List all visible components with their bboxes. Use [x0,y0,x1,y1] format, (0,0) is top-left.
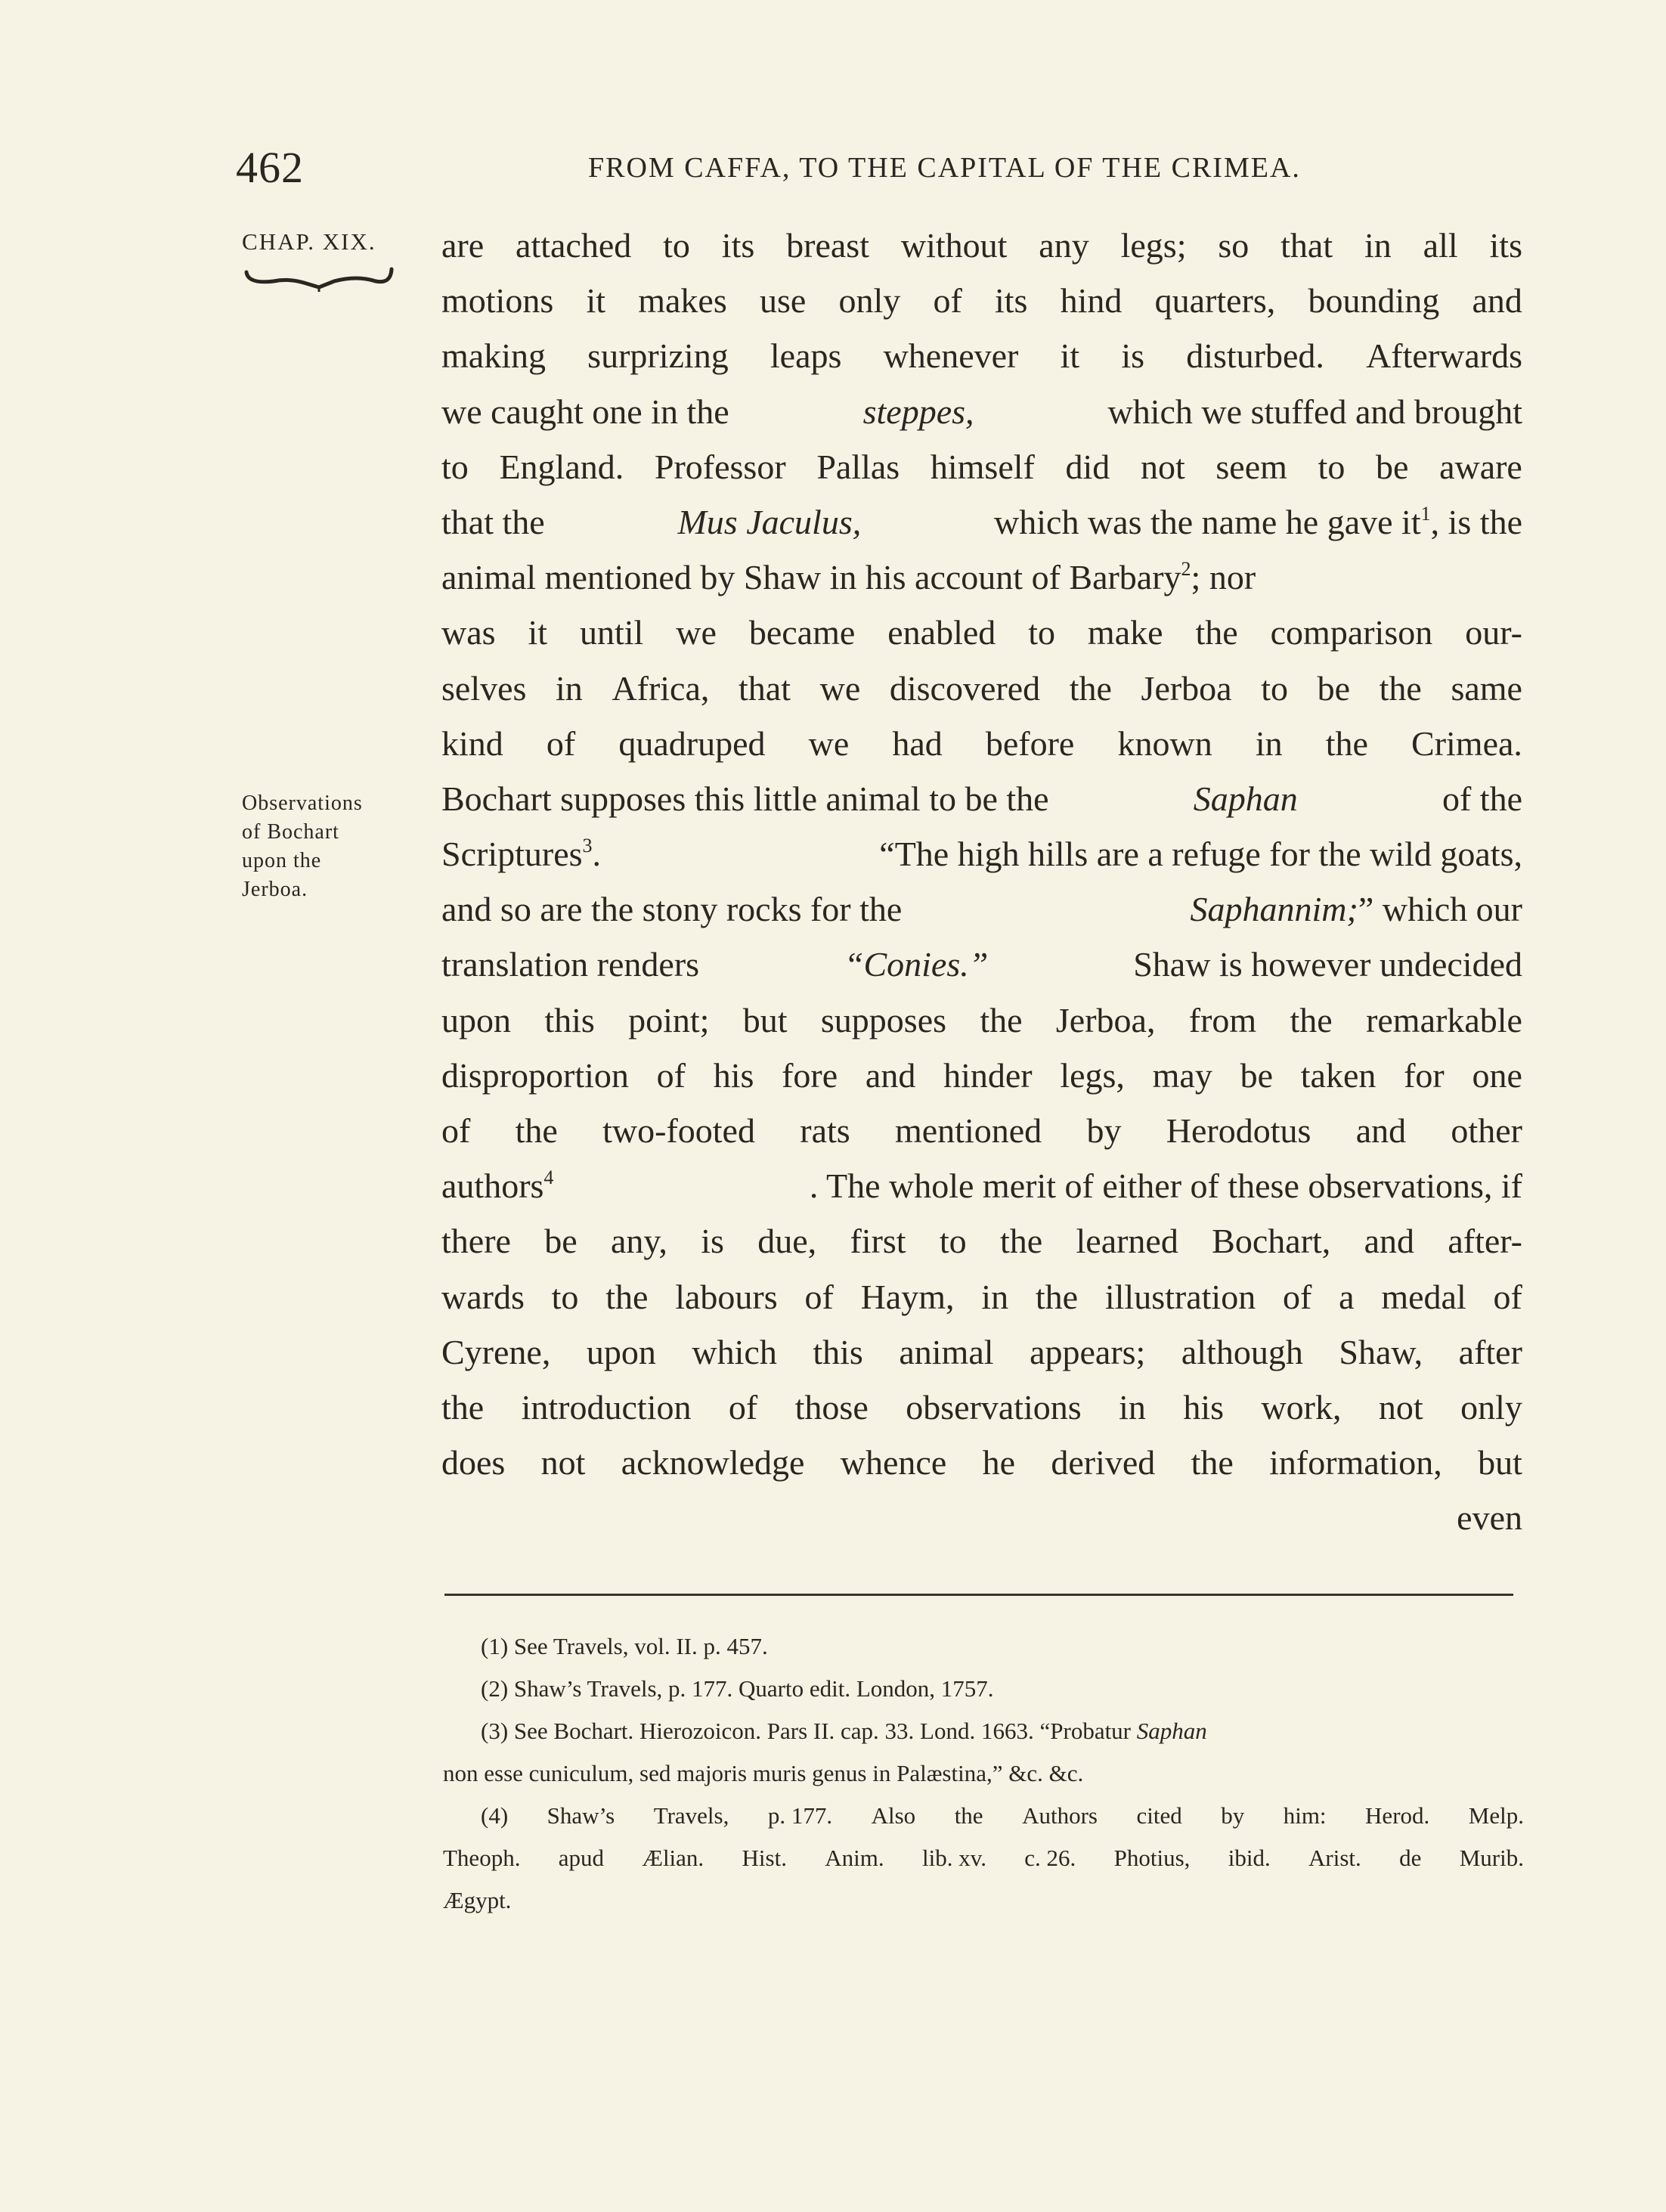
word: remarkable [1366,1000,1522,1039]
word: be [1375,447,1409,486]
text-segment: animal mentioned by Shaw in his account of Barbary$^2$; nor [441,558,1256,597]
word: for [1404,1055,1445,1095]
catchword: even [1457,1498,1522,1538]
footnote-4-end: Ægypt. [443,1887,512,1913]
word: Photius, [1113,1845,1191,1871]
word: supposes [820,1000,947,1039]
word: the [1195,613,1238,652]
word: is [701,1222,724,1261]
word: appears; [1030,1332,1146,1371]
word: in [981,1277,1009,1316]
flourish-ornament [243,265,395,295]
footnote-ref: 4 [543,1166,554,1189]
word: our- [1465,613,1522,652]
footnote-rule [444,1594,1513,1596]
word: Also [871,1802,916,1829]
word: the [980,1000,1023,1039]
word: it [586,281,606,321]
word: Murib. [1459,1845,1524,1871]
word: was [441,613,496,652]
word: known [1117,723,1212,763]
word: enabled [887,613,996,652]
word: medal [1381,1277,1466,1316]
word: quarters, [1154,281,1276,321]
text-line [441,494,1522,550]
word: before [985,723,1075,763]
word: to [1028,613,1055,652]
word: same [1451,668,1522,708]
word: his [713,1055,754,1095]
word: seem [1215,447,1287,486]
word: after [1458,1332,1522,1371]
word: Anim. [825,1845,884,1871]
italic-term: steppes, [862,392,974,431]
body-text [441,218,1522,1546]
word: attached [516,226,632,265]
footnote-3: (3) See Bochart. Hierozoicon. Pars II. cap. 33. Lond. 1663. “Probatur Saphan [443,1710,1524,1752]
word: Authors [1022,1802,1098,1829]
word: information, [1269,1443,1442,1482]
text-line [441,937,1522,992]
word: one [1472,1055,1522,1095]
word: this [813,1332,863,1371]
word: legs, [1060,1055,1125,1095]
word: to [1261,668,1288,708]
word: any [1039,226,1089,265]
word: Arist. [1308,1845,1361,1871]
word: comparison [1270,613,1433,652]
text-line [441,1435,1522,1490]
text-line [441,826,1522,881]
word: and [1355,1111,1407,1150]
margin-note-line: Observations [242,792,363,815]
word: ibid. [1228,1845,1271,1871]
word: himself [930,447,1035,486]
word: we [819,668,861,708]
word: of [728,1387,758,1427]
word: fore [782,1055,838,1095]
word: by [1086,1111,1122,1150]
word: the [999,1222,1043,1261]
text-line [441,273,1522,328]
word: first [850,1222,906,1261]
margin-note-line: upon the [242,849,322,872]
word: him: [1283,1802,1327,1829]
text-segment: and so are the stony rocks for the [441,890,903,929]
word: it [1060,336,1080,376]
word: discovered [889,668,1041,708]
word: his [1183,1387,1225,1427]
word: of [441,1111,471,1150]
word: Travels, [653,1802,729,1829]
word: this [544,1000,595,1039]
word: upon [586,1332,656,1371]
word: became [748,613,856,652]
text-segment: authors$^4$ [441,1166,554,1206]
margin-note-line: Jerboa. [242,878,308,901]
word: the [1191,1443,1234,1482]
text-line [441,1158,1522,1213]
word: it [528,613,548,652]
italic-term: Saphannim; [1190,890,1358,929]
word: surprizing [587,336,729,376]
footnote-ref: 1 [1420,502,1431,525]
text-segment: translation renders [441,945,700,984]
word: its [1489,226,1522,265]
text-segment: which was the name he gave $it^1$, is the [994,502,1522,541]
word: in [1364,226,1392,265]
word: to [551,1277,579,1316]
footnotes [443,1625,1524,1922]
word: although [1181,1332,1303,1371]
word: Jerboa, [1055,1000,1156,1039]
word: Pallas [816,447,900,486]
word: all [1423,226,1458,265]
word: the [515,1111,558,1150]
word: be [1317,668,1351,708]
page-number: 462 [236,143,304,192]
text-line [441,218,1522,273]
word: selves [441,668,527,708]
word: c. 26. [1024,1845,1076,1871]
word: the [1069,668,1112,708]
word: to [663,226,690,265]
word: of [656,1055,686,1095]
word: Haym, [860,1277,955,1316]
word: but [742,1000,788,1039]
word: did [1065,447,1110,486]
footnote-4-continued [443,1837,1524,1879]
word: apud [558,1845,605,1871]
word: be [544,1222,578,1261]
word: aware [1439,447,1522,486]
text-line [441,605,1522,660]
word: from [1188,1000,1257,1039]
word: he [982,1443,1015,1482]
footnote-4 [443,1795,1524,1837]
word: hinder [943,1055,1033,1095]
text-line [441,439,1522,494]
word: until [579,613,644,652]
word: upon [441,1000,511,1039]
word: bounding [1308,281,1440,321]
word: makes [638,281,727,321]
word: make [1087,613,1163,652]
text-line [441,1324,1522,1380]
word: Herodotus [1166,1111,1311,1150]
footnote-ref: 3 [582,835,593,857]
text-segment: we caught one in the [441,392,729,431]
word: and [1472,281,1522,321]
word: whence [840,1443,947,1482]
word: Ælian. [642,1845,704,1871]
text-line [441,328,1522,383]
word: in [556,668,583,708]
word: derived [1051,1443,1156,1482]
word: of [804,1277,834,1316]
word: labours [675,1277,778,1316]
word: Professor [654,447,786,486]
text-line [441,1380,1522,1435]
word: those [794,1387,869,1427]
word: observations [906,1387,1082,1427]
text-segment: which we stuffed and brought [1107,392,1522,431]
word: only [1460,1387,1522,1427]
word: there [441,1222,511,1261]
word: are [441,226,485,265]
word: which [692,1332,777,1371]
word: and [865,1055,916,1095]
italic-term: Saphan [1193,779,1298,818]
word: kind [441,723,503,763]
word: animal [899,1332,994,1371]
word: to [441,447,469,486]
word: Cyrene, [441,1332,551,1371]
word: two-footed [602,1111,755,1150]
word: making [441,336,546,376]
word: hind [1060,281,1123,321]
text-line [441,771,1522,826]
word: after- [1448,1222,1522,1261]
word: Crimea. [1411,723,1522,763]
word: the [954,1802,983,1829]
word: its [994,281,1028,321]
text-line [441,993,1522,1048]
word: Theoph. [443,1845,521,1871]
word: breast [786,226,869,265]
word: the [441,1387,485,1427]
word: not [1378,1387,1423,1427]
text-line [441,1048,1522,1103]
word: Bochart, [1212,1222,1331,1261]
word: acknowledge [621,1443,805,1482]
word: its [721,226,755,265]
word: quadruped [618,723,766,763]
word: of [1493,1277,1522,1316]
word: motions [441,281,554,321]
word: in [1119,1387,1146,1427]
word: without [900,226,1008,265]
word: point; [628,1000,710,1039]
text-segment: Bochart supposes this little animal to be the [441,779,1049,818]
chapter-label: CHAP. XIX. [242,228,376,255]
word: introduction [521,1387,692,1427]
margin-note [242,789,363,904]
word: rats [800,1111,850,1150]
word: de [1399,1845,1422,1871]
text-line [441,661,1522,716]
word: to [939,1222,967,1261]
word: wards [441,1277,525,1316]
word: had [892,723,943,763]
word: any, [610,1222,667,1261]
text-line [441,1213,1522,1269]
word: taken [1300,1055,1376,1095]
word: Shaw’s [547,1802,615,1829]
text-line [441,384,1522,439]
word: of [933,281,962,321]
word: but [1478,1443,1522,1482]
word: by [1221,1802,1245,1829]
italic-term: “Conies.” [844,945,989,984]
italic-term: Mus Jaculus, [677,502,862,541]
footnote-1: (1) See Travels, vol. II. p. 457. [481,1633,768,1659]
word: (4) [481,1802,509,1829]
word: and [1364,1222,1415,1261]
text-line [441,1103,1522,1158]
word: a [1339,1277,1355,1316]
text-segment: Scriptures$^3$. [441,835,602,874]
word: Hist. [742,1845,787,1871]
word: to [1318,447,1345,486]
word: not [540,1443,586,1482]
running-title: FROM CAFFA, TO THE CAPITAL OF THE CRIMEA. [588,152,1301,184]
word: of [1283,1277,1312,1316]
word: p. 177. [767,1802,833,1829]
text-segment: “The high hills are a refuge for the wild goats, [879,835,1522,874]
word: cited [1136,1802,1182,1829]
word: whenever [883,336,1019,376]
word: the [1035,1277,1079,1316]
word: may [1152,1055,1212,1095]
word: we [676,613,717,652]
word: the [1325,723,1368,763]
word: the [605,1277,649,1316]
text-segment: that the [441,502,545,541]
footnote-3-continued: non esse cuniculum, sed majoris muris genus in Palæstina,” &c. &c. [443,1760,1084,1786]
word: Jerboa [1141,668,1232,708]
word: of [546,723,576,763]
word: so [1218,226,1250,265]
word: that [1280,226,1333,265]
word: disproportion [441,1055,629,1095]
text-segment: Shaw is however undecided [1133,945,1522,984]
text-segment: . The whole merit of either of these observations, if [809,1166,1522,1206]
catchword-line [441,1490,1522,1545]
word: work, [1261,1387,1342,1427]
word: that [739,668,791,708]
text-segment: Saphannim;” which our [1190,890,1522,929]
word: the [1379,668,1422,708]
word: England. [499,447,624,486]
word: lib. xv. [921,1845,986,1871]
word: legs; [1120,226,1187,265]
word: leaps [770,336,842,376]
word: we [808,723,850,763]
footnote-ref: 2 [1181,558,1191,581]
word: in [1255,723,1283,763]
footnote-2: (2) Shaw’s Travels, p. 177. Quarto edit. London, 1757. [481,1675,994,1702]
word: disturbed. [1186,336,1324,376]
word: use [759,281,807,321]
word: Africa, [612,668,710,708]
word: be [1240,1055,1274,1095]
text-line [441,881,1522,937]
word: Afterwards [1366,336,1522,376]
word: the [1290,1000,1333,1039]
word: is [1121,336,1144,376]
word: due, [757,1222,817,1261]
word: does [441,1443,506,1482]
word: Melp. [1468,1802,1524,1829]
word: illustration [1104,1277,1256,1316]
text-line [441,716,1522,771]
word: learned [1076,1222,1178,1261]
word: Herod. [1365,1802,1430,1829]
italic-term: Saphan [1136,1718,1207,1744]
word: not [1140,447,1185,486]
text-segment: of the [1441,779,1522,818]
text-line [441,550,1522,605]
word: other [1451,1111,1522,1150]
word: mentioned [894,1111,1042,1150]
margin-note-line: of Bochart [242,820,339,844]
word: only [838,281,901,321]
text-line [441,1269,1522,1324]
word: Shaw, [1339,1332,1423,1371]
